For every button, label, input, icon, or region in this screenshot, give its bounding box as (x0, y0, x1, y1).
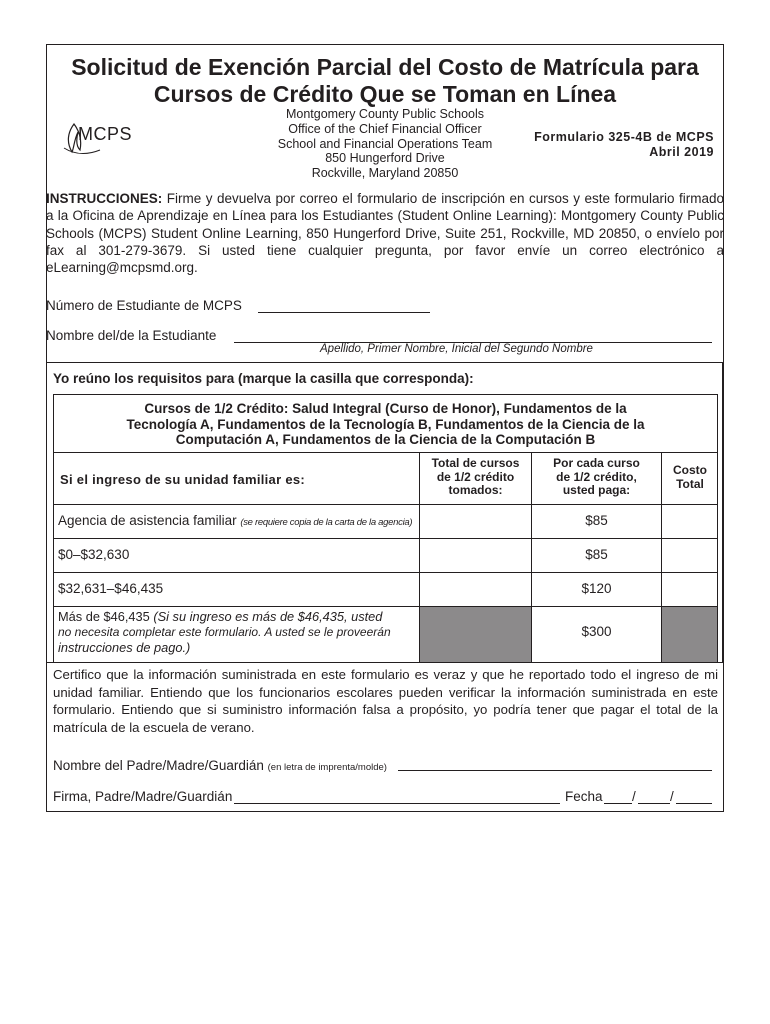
table-title-line: Cursos de 1/2 Crédito: Salud Integral (Curso de Honor), Fundamentos de la (144, 401, 627, 416)
table-row (58, 609, 418, 655)
date-day-field[interactable] (638, 803, 670, 804)
date-label: Fecha (565, 789, 603, 804)
form-date: Abril 2019 (649, 145, 714, 159)
table-row (58, 513, 412, 528)
school-address (260, 107, 510, 181)
header-line: de 1/2 crédito, (556, 469, 637, 484)
row-price: $120 (581, 581, 612, 596)
parent-name-field[interactable] (398, 770, 712, 771)
table-divider (53, 452, 718, 453)
header-line: Total de cursos (431, 456, 520, 470)
date-separator: / (670, 789, 674, 804)
table-title (53, 401, 718, 448)
signature-field[interactable] (234, 803, 560, 804)
total-cost-header (662, 464, 718, 491)
instructions (46, 190, 724, 276)
row-label: Más de $46,435 (58, 609, 150, 624)
row-price: $85 (585, 513, 608, 528)
shaded-cell (662, 607, 717, 662)
address-line: Rockville, Maryland 20850 (311, 166, 459, 181)
date-separator: / (632, 789, 636, 804)
row-note: (Si su ingreso es más de $46,435, usted (153, 609, 383, 624)
header-line: Costo (673, 463, 707, 477)
address-line: 850 Hungerford Drive (325, 151, 445, 166)
table-title-line: Tecnología A, Fundamentos de la Tecnología B, Fundamentos de la Ciencia de la (126, 416, 645, 432)
row-label: $32,631–$46,435 (58, 581, 164, 596)
table-divider (53, 606, 718, 607)
header-line: usted paga: (562, 483, 631, 497)
courses-taken-input[interactable] (420, 573, 531, 606)
per-course-header (532, 457, 661, 498)
parent-name-hint: (en letra de imprenta/molde) (267, 762, 387, 773)
table-title-line: Computación A, Fundamentos de la Ciencia de la Computación B (175, 432, 596, 447)
form-number-text: Formulario 325-4B de MCPS (534, 130, 714, 144)
row-note: (se requiere copia de la carta de la agencia) (240, 517, 413, 528)
courses-taken-input[interactable] (420, 505, 531, 538)
title-line-2: Cursos de Crédito Que se Toman en Línea (153, 81, 617, 107)
total-cost-input[interactable] (662, 505, 717, 538)
date-year-field[interactable] (676, 803, 712, 804)
total-cost-input[interactable] (662, 573, 717, 606)
header-line: Por cada curso (553, 456, 640, 470)
title-line-1: Solicitud de Exención Parcial del Costo de Matrícula para (71, 54, 699, 80)
table-divider (53, 572, 718, 573)
courses-taken-input[interactable] (420, 539, 531, 572)
eligibility-prompt: Yo reúno los requisitos para (marque la casilla que corresponda): (53, 371, 474, 386)
student-number-label: Número de Estudiante de MCPS (46, 298, 242, 313)
table-divider (53, 538, 718, 539)
logo-text: MCPS (78, 124, 133, 144)
row-price: $300 (581, 624, 612, 639)
instructions-label: INSTRUCCIONES: (46, 191, 163, 206)
student-name-label: Nombre del/de la Estudiante (46, 328, 217, 343)
header-line: Total (676, 476, 704, 491)
row-label: $0–$32,630 (58, 547, 130, 562)
header-line: tomados: (448, 483, 503, 497)
total-cost-input[interactable] (662, 539, 717, 572)
parent-name-label: Nombre del Padre/Madre/Guardián (53, 758, 264, 773)
shaded-cell (420, 607, 531, 662)
row-label: Agencia de asistencia familiar (58, 513, 237, 528)
total-courses-header (420, 457, 531, 498)
income-column-header: Si el ingreso de su unidad familiar es: (60, 472, 306, 487)
address-line: School and Financial Operations Team (277, 136, 493, 151)
page-title (46, 54, 724, 108)
parent-name-row (53, 758, 387, 773)
header-line: de 1/2 crédito (436, 469, 515, 484)
certification-text: Certifico que la información suministrada en este formulario es veraz y que he reportado todo el ingreso de mi unidad familiar. Entiendo que los funcionarios escolares pueden verificar la información suministrada en este formulario. Entiendo que si suministro información falsa a propósito, yo podría tener que pagar el total de la matrícula de la escuela de verano. (53, 667, 718, 735)
address-line: Office of the Chief Financial Officer (288, 121, 482, 136)
form-number (512, 130, 714, 160)
instructions-text: Firme y devuelva por correo el formulario de inscripción en cursos y este formulario firmado a la Oficina de Aprendizaje en Línea para los Estudiantes (Student Online Learning): Montgomery County Public Schools (MCPS) Student Online Learning, 850 Hungerford Drive, Suite 251, Rockville, MD 20850, o envíelo por fax al 301-279-3679. Si usted tiene cualquier pregunta, por favor envíe un correo electrónico a eLearning@mcpsmd.org. (46, 191, 724, 276)
row-price: $85 (585, 547, 608, 562)
address-line: Montgomery County Public Schools (285, 107, 484, 121)
signature-label: Firma, Padre/Madre/Guardián (53, 789, 233, 804)
date-month-field[interactable] (604, 803, 632, 804)
table-divider (53, 504, 718, 505)
row-note: no necesita completar este formulario. A usted se le proveerán (58, 625, 391, 639)
row-note: instrucciones de pago.) (58, 640, 191, 655)
student-name-hint: Apellido, Primer Nombre, Inicial del Segundo Nombre (320, 343, 593, 355)
student-number-field[interactable] (258, 312, 430, 313)
